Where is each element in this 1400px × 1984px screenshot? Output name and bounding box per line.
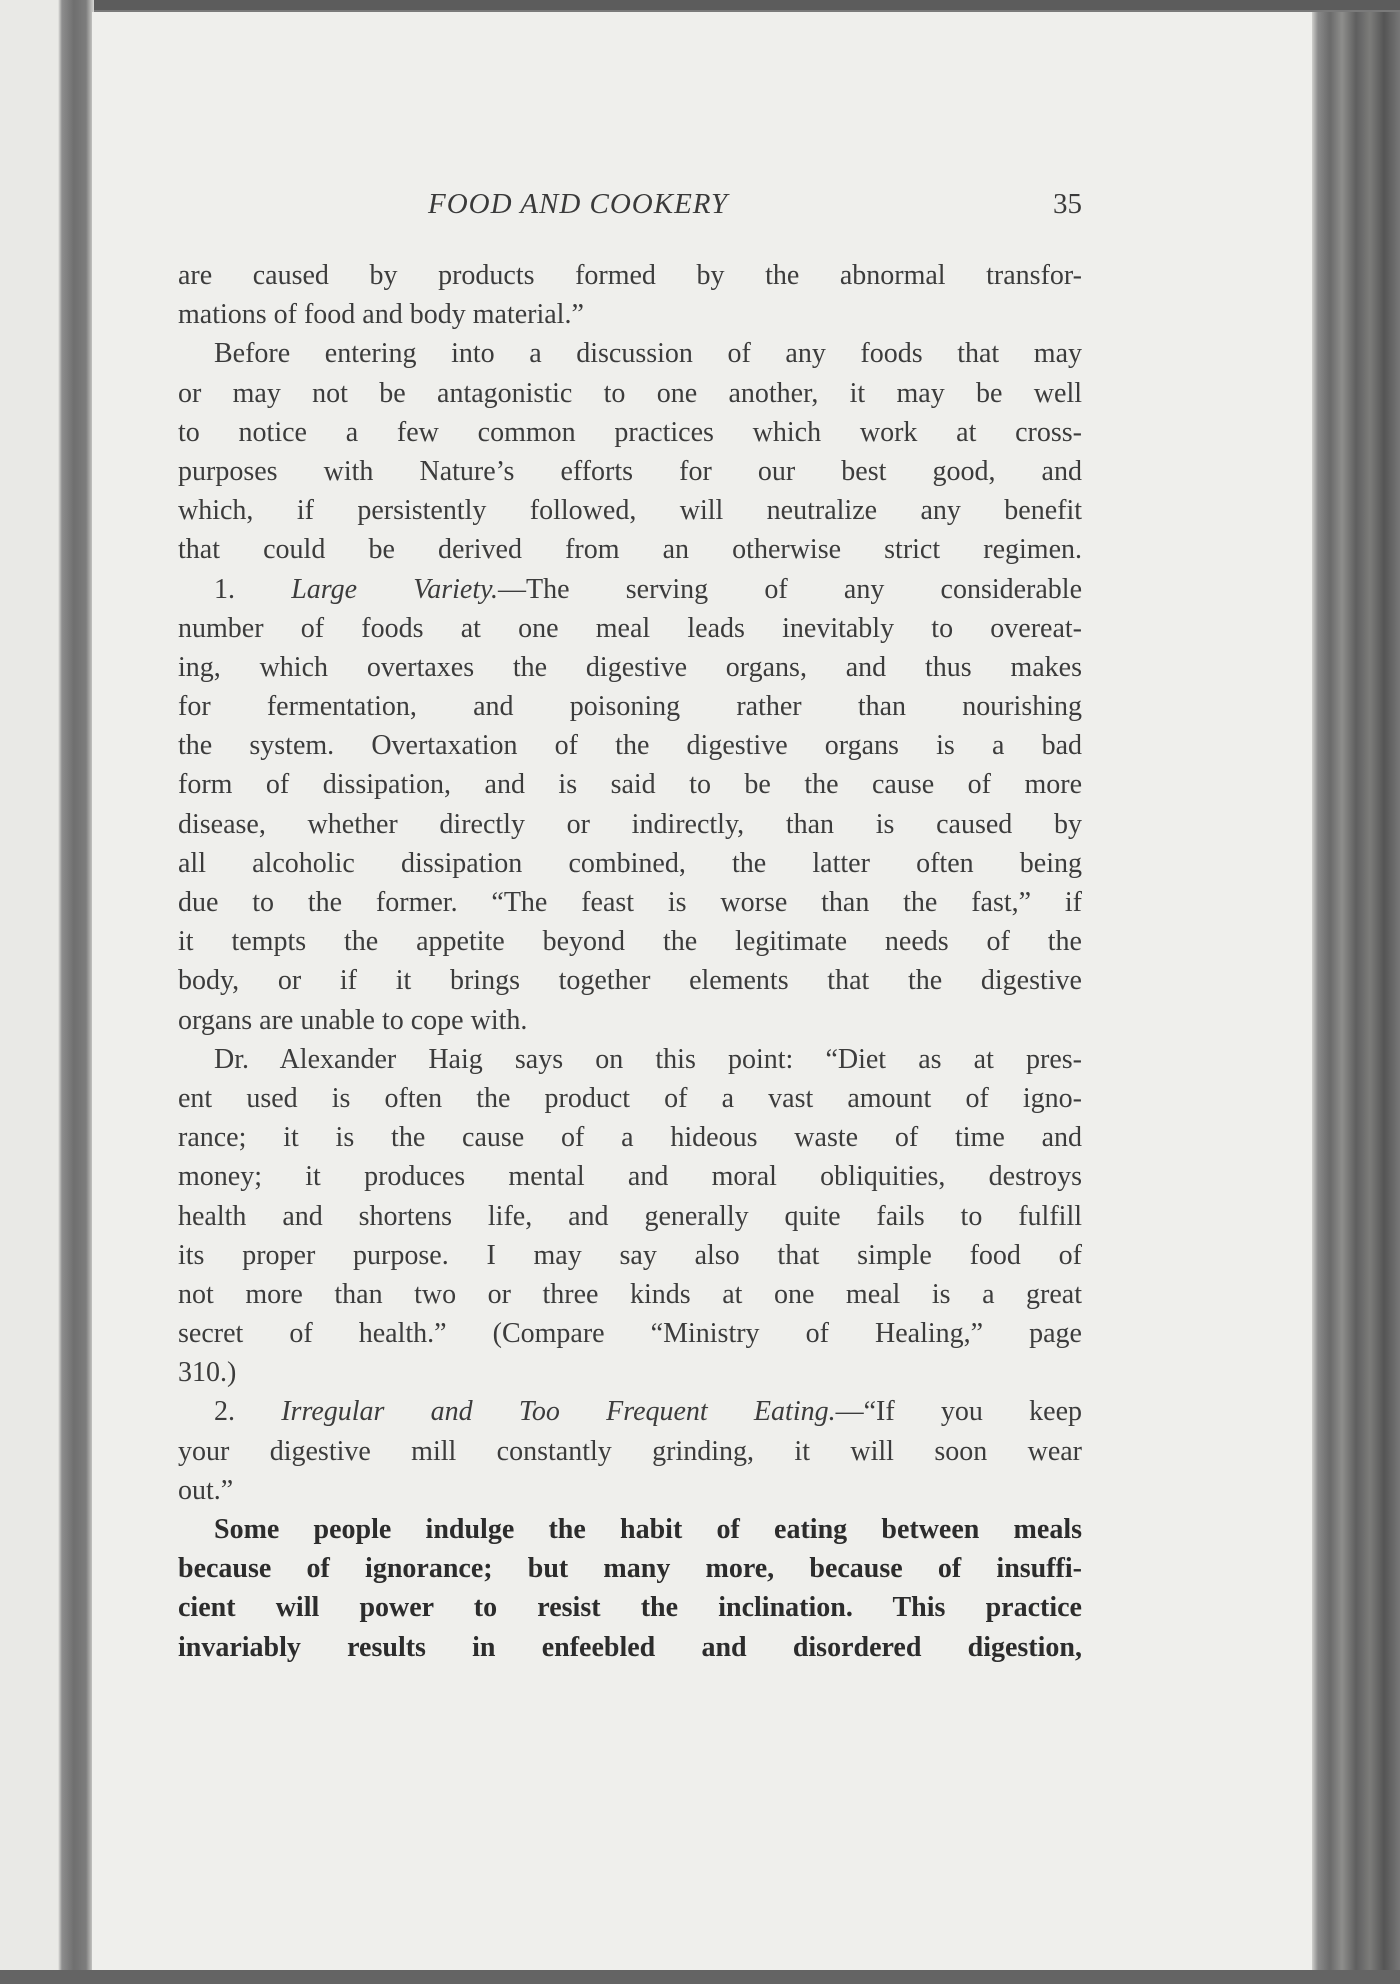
numbered-item-line (178, 1392, 1082, 1431)
text-line: your digestive mill constantly grinding, it will soon wear (178, 1435, 1082, 1467)
text-line: cient will power to resist the inclination. This practice (178, 1592, 1082, 1624)
left-page-edge (0, 0, 94, 1984)
item-heading: Irregular and Too Frequent Eating. (281, 1396, 836, 1428)
text-line: purposes with Nature’s efforts for our best good, and (178, 455, 1082, 487)
text-line: ing, which overtaxes the digestive organs, and thus makes (178, 651, 1082, 683)
text-line: its proper purpose. I may say also that simple food of (178, 1239, 1082, 1271)
text-line: which, if persistently followed, will neutralize any benefit (178, 495, 1082, 527)
item-text: —The serving of any considerable (498, 573, 1083, 605)
body-text (178, 256, 1082, 1667)
text-line: form of dissipation, and is said to be the cause of more (178, 769, 1082, 801)
text-line: mations of food and body material.” (178, 299, 584, 331)
text-line: that could be derived from an otherwise strict regimen. (178, 534, 1082, 566)
paragraph-start-line: Before entering into a discussion of any foods that may (214, 338, 1082, 370)
text-line: disease, whether directly or indirectly, than is caused by (178, 808, 1082, 840)
text-line: ent used is often the product of a vast amount of igno- (178, 1082, 1082, 1114)
text-line: number of foods at one meal leads inevitably to overeat- (178, 612, 1082, 644)
item-heading: Large Variety. (291, 573, 499, 605)
text-line: out.” (178, 1474, 234, 1506)
item-number: 2. (214, 1396, 235, 1428)
text-line: rance; it is the cause of a hideous waste of time and (178, 1122, 1082, 1154)
text-line: all alcoholic dissipation combined, the latter often being (178, 847, 1082, 879)
numbered-item-line (178, 570, 1082, 609)
text-line: for fermentation, and poisoning rather than nourishing (178, 691, 1082, 723)
text-line: 310.) (178, 1357, 237, 1389)
text-line: money; it produces mental and moral obliquities, destroys (178, 1161, 1082, 1193)
text-line: not more than two or three kinds at one meal is a great (178, 1278, 1082, 1310)
text-line: because of ignorance; but many more, because of insuffi- (178, 1553, 1082, 1585)
text-line: secret of health.” (Compare “Ministry of Healing,” page (178, 1318, 1082, 1350)
paragraph-start-line: Dr. Alexander Haig says on this point: “Diet as at pres- (214, 1043, 1082, 1075)
text-line: are caused by products formed by the abnormal transfor- (178, 260, 1082, 291)
text-line: body, or if it brings together elements that the digestive (178, 965, 1082, 997)
page-number: 35 (1053, 188, 1082, 220)
text-line: health and shortens life, and generally quite fails to fulfill (178, 1200, 1082, 1232)
text-line: the system. Overtaxation of the digestive organs is a bad (178, 730, 1082, 762)
scan-bottom-border (0, 1970, 1400, 1984)
paragraph-start-line: Some people indulge the habit of eating between meals (214, 1514, 1082, 1545)
scan-top-border (0, 0, 1400, 10)
text-line: to notice a few common practices which work at cross- (178, 416, 1082, 448)
text-line: due to the former. “The feast is worse than the fast,” if (178, 887, 1082, 918)
running-header (178, 188, 1082, 224)
text-line: organs are unable to cope with. (178, 1004, 528, 1036)
running-title: FOOD AND COOKERY (428, 188, 729, 220)
item-number: 1. (214, 573, 235, 605)
text-line: or may not be antagonistic to one another, it may be well (178, 377, 1082, 409)
item-text: —“If you keep (835, 1396, 1083, 1428)
book-fore-edge (1312, 12, 1400, 1984)
text-line: it tempts the appetite beyond the legitimate needs of the (178, 926, 1082, 958)
text-line: invariably results in enfeebled and disordered digestion, (178, 1631, 1082, 1663)
